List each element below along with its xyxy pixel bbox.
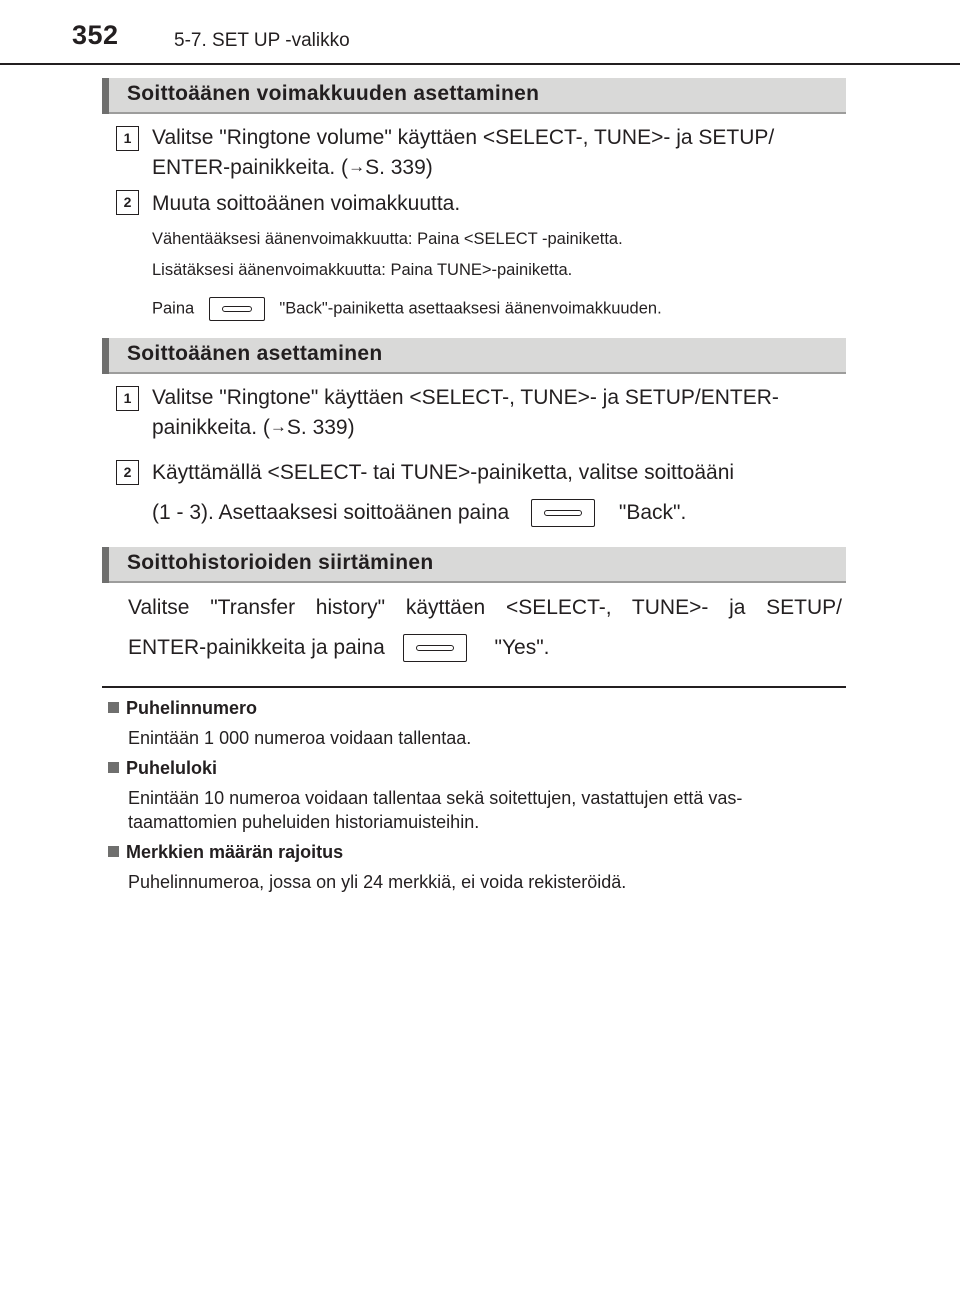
body-text-part: ENTER-painikkeita ja paina [128,636,385,659]
heading-bar [102,78,109,114]
step-text: Valitse "Ringtone" käyttäen <SELECT-, TUNE>- ja SETUP/ENTER- [152,386,779,409]
section-heading-ringtone [102,338,846,374]
step-text-continued [152,496,686,530]
info-text: Enintään 10 numeroa voidaan tallentaa sekä soitettujen, vastattujen että vas- [128,788,743,808]
page-reference-link[interactable]: S. 339) [365,156,433,179]
back-button-icon [531,499,595,527]
section-title: Soittoäänen voimakkuuden asettaminen [127,82,540,105]
info-text: Puhelinnumeroa, jossa on yli 24 merkkiä, ei voida rekisteröidä. [128,872,627,892]
step-text-part: painikkeita. ( [152,416,270,439]
body-text-part: "Yes". [494,636,550,659]
note-back-line [152,297,662,321]
step-text-continued [152,150,433,185]
step-text: Käyttämällä <SELECT- tai TUNE>-painiketta, valitse soittoääni [152,461,735,484]
heading-bar [102,338,109,374]
square-bullet-icon [108,846,119,857]
step-number: 1 [116,126,139,151]
header-rule [0,63,960,65]
note-text: Lisätäksesi äänenvoimakkuutta: Paina TUNE>-painiketta. [152,261,573,279]
info-heading [108,842,343,863]
step-text-part: (1 - 3). Asettaaksesi soittoäänen paina [152,501,510,524]
step-number: 2 [116,190,139,215]
step-text-continued [152,410,355,445]
section-heading-transfer-history [102,547,846,583]
page-number: 352 [72,20,119,50]
step-text-part: "Back". [618,501,687,524]
heading-bar [102,547,109,583]
section-heading-ringtone-volume [102,78,846,114]
back-button-icon [209,297,265,321]
step-number: 2 [116,460,139,485]
page-reference-link[interactable]: S. 339) [286,416,355,439]
step-text-part: ENTER-painikkeita. ( [152,156,349,179]
info-heading [108,698,257,719]
step-number: 1 [116,386,139,411]
square-bullet-icon [108,702,119,713]
step-text: Muuta soittoäänen voimakkuutta. [152,192,461,215]
info-title: Merkkien määrän rajoitus [126,842,344,862]
body-text: Valitse "Transfer history" käyttäen <SELECT-, TUNE>- ja SETUP/ [128,596,842,619]
arrow-right-icon: → [348,157,366,176]
info-title: Puhelinnumero [126,698,258,718]
body-text-continued [128,631,550,665]
section-title: Soittohistorioiden siirtäminen [127,551,434,574]
info-text: Enintään 1 000 numeroa voidaan tallentaa. [128,728,472,748]
note-text: "Back"-painiketta asettaaksesi äänenvoimakkuuden. [279,299,662,318]
info-heading [108,758,217,779]
info-text: taamattomien puheluiden historiamuisteihin. [128,812,480,832]
square-bullet-icon [108,762,119,773]
note-text: Paina [152,299,195,318]
section-label: 5-7. SET UP -valikko [174,30,350,51]
section-divider [102,686,846,688]
section-title: Soittoäänen asettaminen [127,342,383,365]
info-title: Puheluloki [126,758,218,778]
note-text: Vähentääksesi äänenvoimakkuutta: Paina <SELECT -painiketta. [152,230,623,248]
step-text: Valitse "Ringtone volume" käyttäen <SELECT-, TUNE>- ja SETUP/ [152,126,775,149]
arrow-right-icon: → [269,417,287,436]
yes-button-icon [403,634,467,662]
